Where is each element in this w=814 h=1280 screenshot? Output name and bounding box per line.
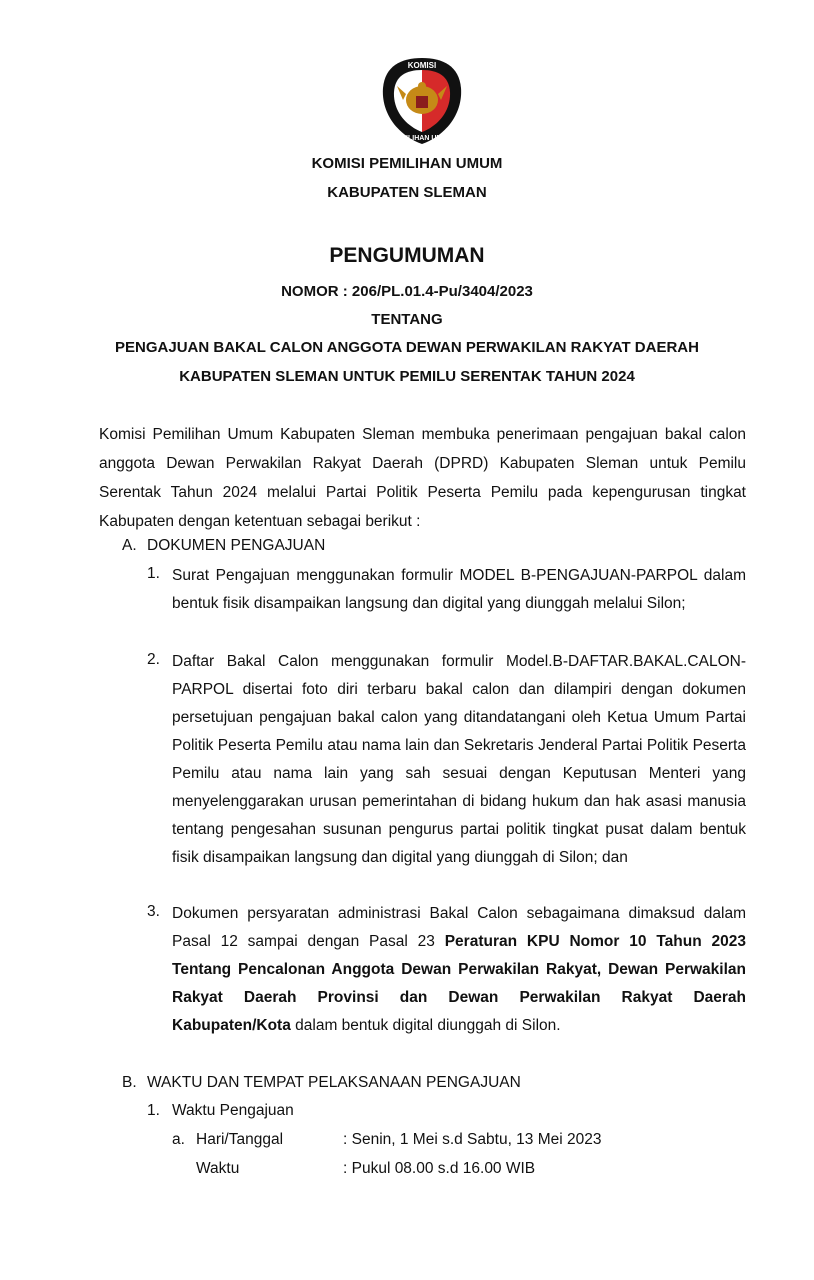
list-item-number: 3. [147, 903, 160, 920]
regulation-reference: Peraturan KPU Nomor 10 Tahun 2023 Tentang Pencalonan Anggota Dewan Perwakilan Rakyat, Dewan Perwakilan Rakyat Daerah Provinsi dan Dewan Perwakilan Rakyat Daerah Kabupaten/Kota [172, 933, 746, 1034]
section-a-heading [122, 537, 325, 555]
list-item-number: 1. [147, 1102, 160, 1119]
list-item-number: 2. [147, 651, 160, 668]
section-b-item-1 [147, 1102, 294, 1120]
org-region: KABUPATEN SLEMAN [327, 184, 487, 201]
list-item [147, 900, 746, 1040]
list-item-text: Daftar Bakal Calon menggunakan formulir Model.B-DAFTAR.BAKAL.CALON-PARPOL disertai foto diri terbaru bakal calon dan dilampiri dengan dokumen persetujuan pengajuan bakal calon yang ditandatangani oleh Ketua Umum Partai Politik Peserta Pemilu atau nama lain dan Sekretaris Jenderal Partai Politik Peserta Pemilu atau nama lain yang sah sesuai dengan Keputusan Menteri yang menyelenggarakan urusan pemerintahan di bidang hukum dan hak asasi manusia tentang pengesahan susunan pengurus partai politik tingkat pusat dalam bentuk fisik disampaikan langsung dan digital yang diunggah di Silon; dan [172, 653, 746, 866]
document-about: TENTANG [371, 311, 443, 328]
section-a-title: DOKUMEN PENGAJUAN [147, 537, 326, 554]
logo-bottom-text: PEMILIHAN UMUM [390, 135, 454, 142]
schedule-date-label: Hari/Tanggal [196, 1131, 284, 1148]
document-number: NOMOR : 206/PL.01.4-Pu/3404/2023 [281, 283, 533, 300]
schedule-time-label: Waktu [196, 1160, 240, 1177]
subject-line-1: PENGAJUAN BAKAL CALON ANGGOTA DEWAN PERWAKILAN RAKYAT DAERAH [115, 339, 699, 356]
list-item-text [172, 900, 746, 1040]
list-item-text-tail: dalam bentuk digital diunggah di Silon. [290, 1017, 561, 1034]
schedule-time-value: : Pukul 08.00 s.d 16.00 WIB [343, 1160, 536, 1177]
intro-paragraph: Komisi Pemilihan Umum Kabupaten Sleman membuka penerimaan pengajuan bakal calon anggota Dewan Perwakilan Rakyat Daerah (DPRD) Kabupaten Sleman untuk Pemilu Serentak Tahun 2024 melalui Partai Politik Peserta Pemilu pada kepengurusan tingkat Kabupaten dengan ketentuan sebagai berikut : [99, 426, 746, 530]
sub-item-letter: a. [172, 1131, 185, 1148]
document-title: PENGUMUMAN [329, 244, 485, 267]
section-b-letter: B. [122, 1074, 137, 1091]
list-item-text: Waktu Pengajuan [172, 1102, 294, 1119]
org-name: KOMISI PEMILIHAN UMUM [311, 155, 503, 172]
list-item-text-plain: Dokumen persyaratan administrasi Bakal Calon sebagaimana dimaksud dalam Pasal 12 sampai dengan Pasal 23 [172, 905, 746, 950]
subject-line-2: KABUPATEN SLEMAN UNTUK PEMILU SERENTAK TAHUN 2024 [179, 368, 635, 385]
section-b-heading [122, 1074, 521, 1092]
list-item-number: 1. [147, 565, 160, 582]
list-item [147, 648, 746, 872]
list-item [147, 562, 746, 618]
logo-top-text: KOMISI [407, 61, 437, 70]
kpu-logo [381, 56, 463, 146]
schedule-date-value: : Senin, 1 Mei s.d Sabtu, 13 Mei 2023 [343, 1131, 602, 1148]
list-item-text: Surat Pengajuan menggunakan formulir MODEL B-PENGAJUAN-PARPOL dalam bentuk fisik disampaikan langsung dan digital yang diunggah melalui Silon; [172, 567, 746, 612]
section-a-letter: A. [122, 537, 137, 554]
section-b-title: WAKTU DAN TEMPAT PELAKSANAAN PENGAJUAN [147, 1074, 521, 1091]
